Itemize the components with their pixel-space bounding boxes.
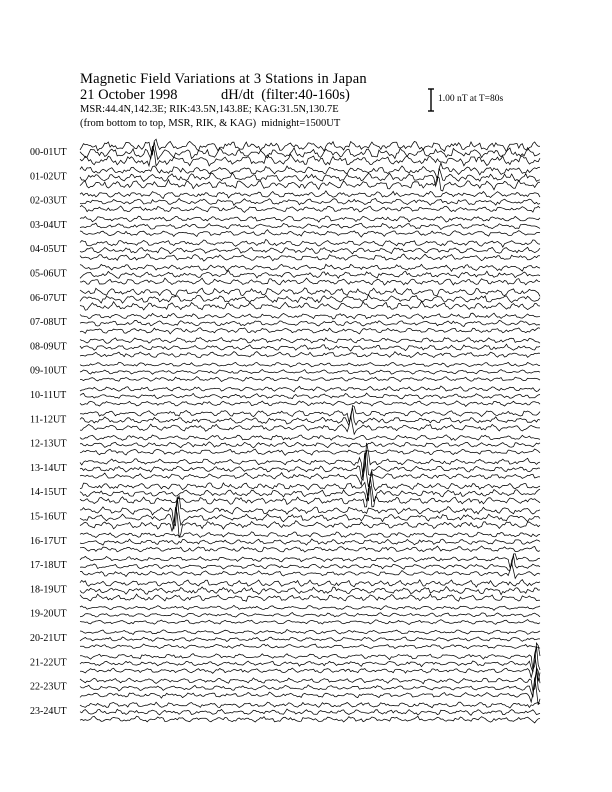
hour-label: 14-15UT bbox=[30, 487, 67, 499]
trace-line bbox=[80, 264, 540, 271]
trace-line bbox=[80, 702, 540, 708]
hour-label: 02-03UT bbox=[30, 195, 67, 207]
trace-line bbox=[80, 271, 540, 279]
trace-line bbox=[80, 416, 540, 434]
hour-label: 03-04UT bbox=[30, 219, 67, 231]
trace-line bbox=[80, 230, 540, 237]
trace-line bbox=[80, 539, 540, 545]
hour-label: 01-02UT bbox=[30, 171, 67, 183]
chart-title: Magnetic Field Variations at 3 Stations in Japan bbox=[80, 71, 367, 87]
trace-line bbox=[80, 254, 540, 261]
midnight-note: midnight=1500UT bbox=[261, 118, 341, 129]
trace-line bbox=[80, 313, 540, 319]
trace-line bbox=[80, 532, 540, 538]
trace-line bbox=[80, 362, 540, 367]
trace-line bbox=[80, 295, 540, 303]
hour-label: 21-22UT bbox=[30, 657, 67, 669]
scale-bar bbox=[428, 89, 434, 111]
hour-label: 13-14UT bbox=[30, 462, 67, 474]
trace-line bbox=[80, 580, 540, 588]
trace-line bbox=[80, 247, 540, 254]
trace-line bbox=[80, 655, 540, 682]
trace-line bbox=[80, 443, 540, 477]
trace-line bbox=[80, 239, 540, 247]
hour-label: 20-21UT bbox=[30, 633, 67, 644]
hour-label: 07-08UT bbox=[30, 317, 67, 329]
quantity-label: dH/dt (filter:40-160s) bbox=[220, 87, 350, 103]
order-note: (from bottom to top, MSR, RIK, & KAG) bbox=[80, 118, 257, 129]
trace-line bbox=[80, 393, 540, 399]
hour-label: 05-06UT bbox=[30, 268, 67, 280]
hour-label: 12-13UT bbox=[30, 438, 67, 450]
hour-label: 11-12UT bbox=[30, 414, 67, 426]
trace-line bbox=[80, 206, 540, 213]
hour-label: 09-10UT bbox=[30, 365, 67, 377]
trace-line bbox=[80, 328, 540, 334]
trace-line bbox=[80, 477, 540, 501]
trace-line bbox=[80, 646, 540, 672]
trace-line bbox=[80, 709, 540, 715]
scale-bar-label: 1.00 nT at T=80s bbox=[438, 94, 504, 104]
trace-line bbox=[80, 620, 540, 625]
hour-label: 15-16UT bbox=[30, 511, 67, 523]
trace-line bbox=[80, 278, 540, 285]
hour-label: 19-20UT bbox=[30, 608, 67, 620]
hour-label: 04-05UT bbox=[30, 244, 67, 256]
hour-label: 18-19UT bbox=[30, 584, 67, 596]
trace-line bbox=[80, 377, 540, 382]
hour-label: 16-17UT bbox=[30, 535, 67, 547]
trace-line bbox=[80, 216, 540, 222]
trace-line bbox=[80, 344, 540, 351]
trace-line bbox=[80, 449, 540, 455]
trace-line bbox=[80, 594, 540, 601]
trace-line bbox=[80, 352, 540, 358]
trace-line bbox=[80, 487, 540, 507]
hour-label: 23-24UT bbox=[30, 705, 67, 717]
trace-area bbox=[80, 139, 540, 723]
trace-line bbox=[80, 630, 540, 635]
hour-label: 06-07UT bbox=[30, 292, 67, 304]
trace-line bbox=[80, 177, 540, 191]
trace-line bbox=[80, 643, 540, 670]
trace-line bbox=[80, 191, 540, 199]
hour-label: 00-01UT bbox=[30, 147, 67, 158]
trace-line bbox=[80, 401, 540, 407]
trace-line bbox=[80, 678, 540, 705]
trace-line bbox=[80, 435, 540, 441]
trace-line bbox=[80, 637, 540, 642]
trace-line bbox=[80, 406, 540, 422]
trace-line bbox=[80, 288, 540, 297]
trace-line bbox=[80, 613, 540, 618]
hour-label: 10-11UT bbox=[30, 390, 67, 401]
hour-labels bbox=[30, 147, 67, 717]
trace-line bbox=[80, 546, 540, 552]
hour-label: 22-23UT bbox=[30, 681, 67, 693]
trace-line bbox=[80, 370, 540, 375]
trace-line bbox=[80, 587, 540, 595]
trace-line bbox=[80, 223, 540, 229]
trace-line bbox=[80, 386, 540, 392]
date-label: 21 October 1998 bbox=[80, 87, 178, 103]
trace-line bbox=[80, 442, 540, 448]
hour-label: 17-18UT bbox=[30, 560, 67, 572]
trace-line bbox=[80, 605, 540, 610]
hour-label: 08-09UT bbox=[30, 341, 67, 353]
trace-line bbox=[80, 338, 540, 344]
trace-line bbox=[80, 199, 540, 206]
trace-line bbox=[80, 146, 540, 166]
trace-line bbox=[80, 301, 540, 310]
trace-line bbox=[80, 716, 540, 723]
trace-line bbox=[80, 671, 540, 698]
station-coordinates: MSR:44.4N,142.3E; RIK:43.5N,143.8E; KAG:31.5N,130.7E bbox=[80, 104, 339, 115]
trace-line bbox=[80, 320, 540, 326]
trace-line bbox=[80, 644, 540, 649]
